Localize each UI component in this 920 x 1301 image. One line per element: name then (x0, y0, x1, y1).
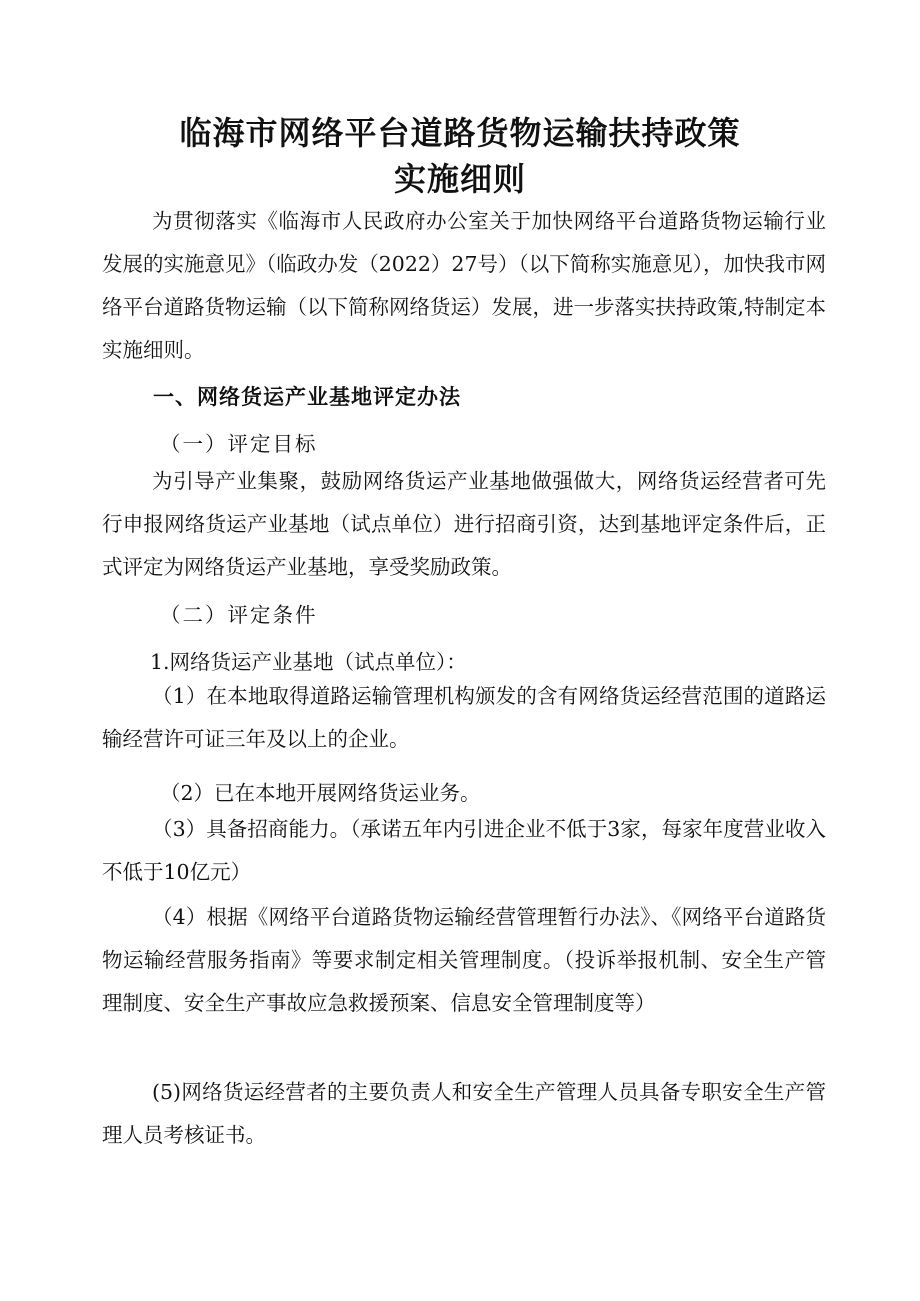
document-title-line2: 实施细则 (393, 160, 526, 198)
condition-3: （3）具备招商能力。（承诺五年内引进企业不低于3家，每家年度营业收入不低于10亿元） (102, 817, 826, 884)
subsection-1-heading: （一）评定目标 (160, 432, 318, 456)
condition-1: （1）在本地取得道路运输管理机构颁发的含有网络货运经营范围的道路运输经营许可证三年及以上的企业。 (102, 684, 826, 751)
item-1-heading: 1.网络货运产业基地（试点单位）： (150, 650, 467, 674)
condition-5: (5)网络货运经营者的主要负责人和安全生产管理人员具备专职安全生产管理人员考核证书。 (102, 1080, 826, 1147)
intro-paragraph: 为贯彻落实《临海市人民政府办公室关于加快网络平台道路货物运输行业发展的实施意见》（临政办发（2022）27号）（以下简称实施意见），加快我市网络平台道路货物运输（以下简称网络货运）发展，进一步落实扶持政策,特制定本实施细则。 (102, 209, 827, 362)
subsection-2-heading: （二）评定条件 (160, 603, 318, 627)
subsection-1-paragraph: 为引导产业集聚，鼓励网络货运产业基地做强做大，网络货运经营者可先行申报网络货运产业基地（试点单位）进行招商引资，达到基地评定条件后，正式评定为网络货运产业基地，享受奖励政策。 (102, 469, 826, 579)
condition-4: （4）根据《网络平台道路货物运输经营管理暂行办法》、《网络平台道路货物运输经营服务指南》等要求制定相关管理制度。（投诉举报机制、安全生产管理制度、安全生产事故应急救援预案、信息安全管理制度等） (102, 905, 826, 1015)
condition-2: （2）已在本地开展网络货运业务。 (160, 781, 481, 805)
section-1-heading: 一、网络货运产业基地评定办法 (153, 385, 461, 409)
document-title-line1: 临海市网络平台道路货物运输扶持政策 (179, 114, 741, 152)
